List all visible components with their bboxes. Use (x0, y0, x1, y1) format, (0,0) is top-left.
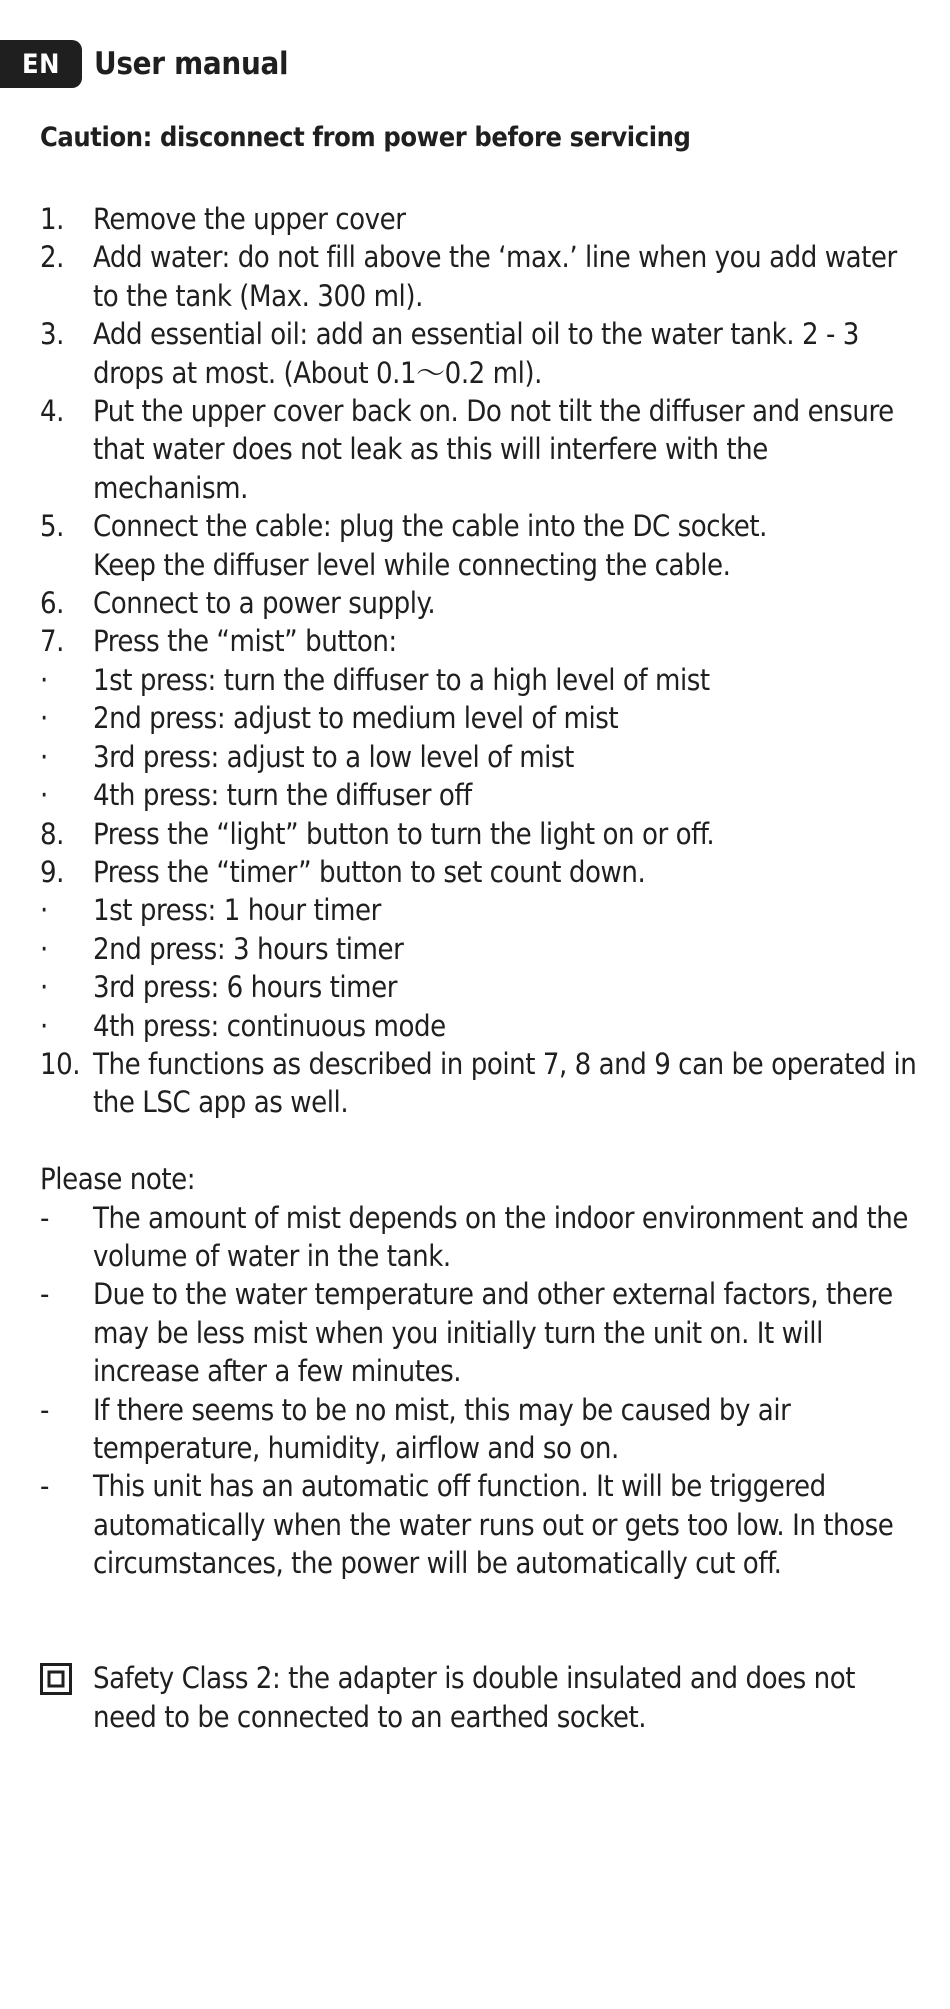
step-text-line: Keep the diffuser level while connecting the cable. (93, 547, 731, 582)
step-4 (40, 392, 920, 507)
bullet-marker: · (40, 931, 48, 966)
spacer (40, 1583, 920, 1660)
step-text: Remove the upper cover (93, 202, 406, 236)
language-badge: EN (0, 40, 82, 88)
option-text: 1st press: turn the diffuser to a high level of mist (93, 662, 710, 697)
step-text: Add water: do not fill above the ‘max.’ line when you add water to the tank (Max. 300 ml). (93, 240, 897, 313)
option-text: 3rd press: 6 hours timer (93, 970, 398, 1005)
note-text: This unit has an automatic off function. It will be triggered automatically when the water runs out or gets too low. In those circumstances, the power will be automatically cut off. (93, 1469, 894, 1581)
timer-option-3 (40, 968, 920, 1006)
dash-marker: - (40, 1200, 49, 1235)
timer-option-2 (40, 930, 920, 968)
option-text: 4th press: turn the diffuser off (93, 778, 472, 813)
option-text: 2nd press: adjust to medium level of mist (93, 701, 619, 736)
step-text: Press the “light” button to turn the light on or off. (93, 816, 715, 851)
step-3 (40, 315, 920, 392)
dash-marker: - (40, 1392, 49, 1427)
mist-option-4 (40, 776, 920, 814)
list-marker: 4. (40, 394, 64, 429)
double-insulation-icon (40, 1659, 93, 1704)
list-marker: 5. (40, 509, 64, 544)
list-marker: 6. (40, 586, 64, 621)
document-title: User manual (94, 46, 289, 82)
step-5 (40, 507, 920, 584)
list-marker: 3. (40, 317, 64, 352)
note-item-4 (40, 1467, 920, 1582)
step-text (93, 507, 920, 584)
step-text-line: Connect the cable: plug the cable into the DC socket. (93, 509, 768, 544)
mist-option-2 (40, 699, 920, 737)
dash-marker: - (40, 1277, 49, 1312)
step-text: Press the “mist” button: (93, 624, 397, 659)
bullet-marker: · (40, 970, 48, 1005)
bullet-marker: · (40, 893, 48, 928)
manual-content (40, 200, 920, 1736)
bullet-marker: · (40, 701, 48, 736)
step-text: Press the “timer” button to set count down. (93, 854, 646, 889)
dash-marker: - (40, 1469, 49, 1504)
list-marker: 9. (40, 854, 64, 889)
spacer (40, 1122, 920, 1160)
note-text: If there seems to be no mist, this may be caused by air temperature, humidity, airflow and so on. (93, 1392, 791, 1465)
note-text: The amount of mist depends on the indoor environment and the volume of water in the tank. (93, 1200, 908, 1273)
note-item-1 (40, 1199, 920, 1276)
step-7 (40, 622, 920, 660)
list-marker: 10. (40, 1046, 81, 1081)
caution-heading: Caution: disconnect from power before servicing (40, 122, 691, 153)
timer-option-1 (40, 891, 920, 929)
step-1 (40, 200, 920, 238)
notes-heading: Please note: (40, 1162, 196, 1197)
list-marker: 1. (40, 202, 64, 236)
note-text: Due to the water temperature and other external factors, there may be less mist when you initially turn the unit on. It will increase after a few minutes. (93, 1277, 893, 1389)
step-2 (40, 238, 920, 315)
bullet-marker: · (40, 739, 48, 774)
step-text: Connect to a power supply. (93, 586, 436, 621)
step-8 (40, 815, 920, 853)
header (0, 40, 288, 88)
safety-class-note (40, 1659, 920, 1736)
list-marker: 8. (40, 816, 64, 851)
step-6 (40, 584, 920, 622)
bullet-marker: · (40, 1008, 48, 1043)
step-9 (40, 853, 920, 891)
list-marker: 7. (40, 624, 64, 659)
bullet-marker: · (40, 662, 48, 697)
step-text: The functions as described in point 7, 8 and 9 can be operated in the LSC app as well. (93, 1046, 917, 1120)
option-text: 3rd press: adjust to a low level of mist (93, 739, 574, 774)
note-item-3 (40, 1391, 920, 1468)
timer-option-4 (40, 1007, 920, 1045)
step-10 (40, 1045, 920, 1122)
mist-option-1 (40, 661, 920, 699)
mist-option-3 (40, 738, 920, 776)
step-text: Add essential oil: add an essential oil to the water tank. 2 - 3 drops at most. (About 0.1～0.2 ml). (93, 317, 859, 390)
note-item-2 (40, 1275, 920, 1390)
list-marker: 2. (40, 240, 64, 275)
option-text: 2nd press: 3 hours timer (93, 931, 404, 966)
option-text: 1st press: 1 hour timer (93, 893, 381, 928)
bullet-marker: · (40, 778, 48, 813)
safety-text: Safety Class 2: the adapter is double insulated and does not need to be connected to an earthed socket. (93, 1661, 856, 1734)
step-text: Put the upper cover back on. Do not tilt the diffuser and ensure that water does not leak as this will interfere with the mechanism. (93, 394, 894, 505)
option-text: 4th press: continuous mode (93, 1008, 446, 1043)
